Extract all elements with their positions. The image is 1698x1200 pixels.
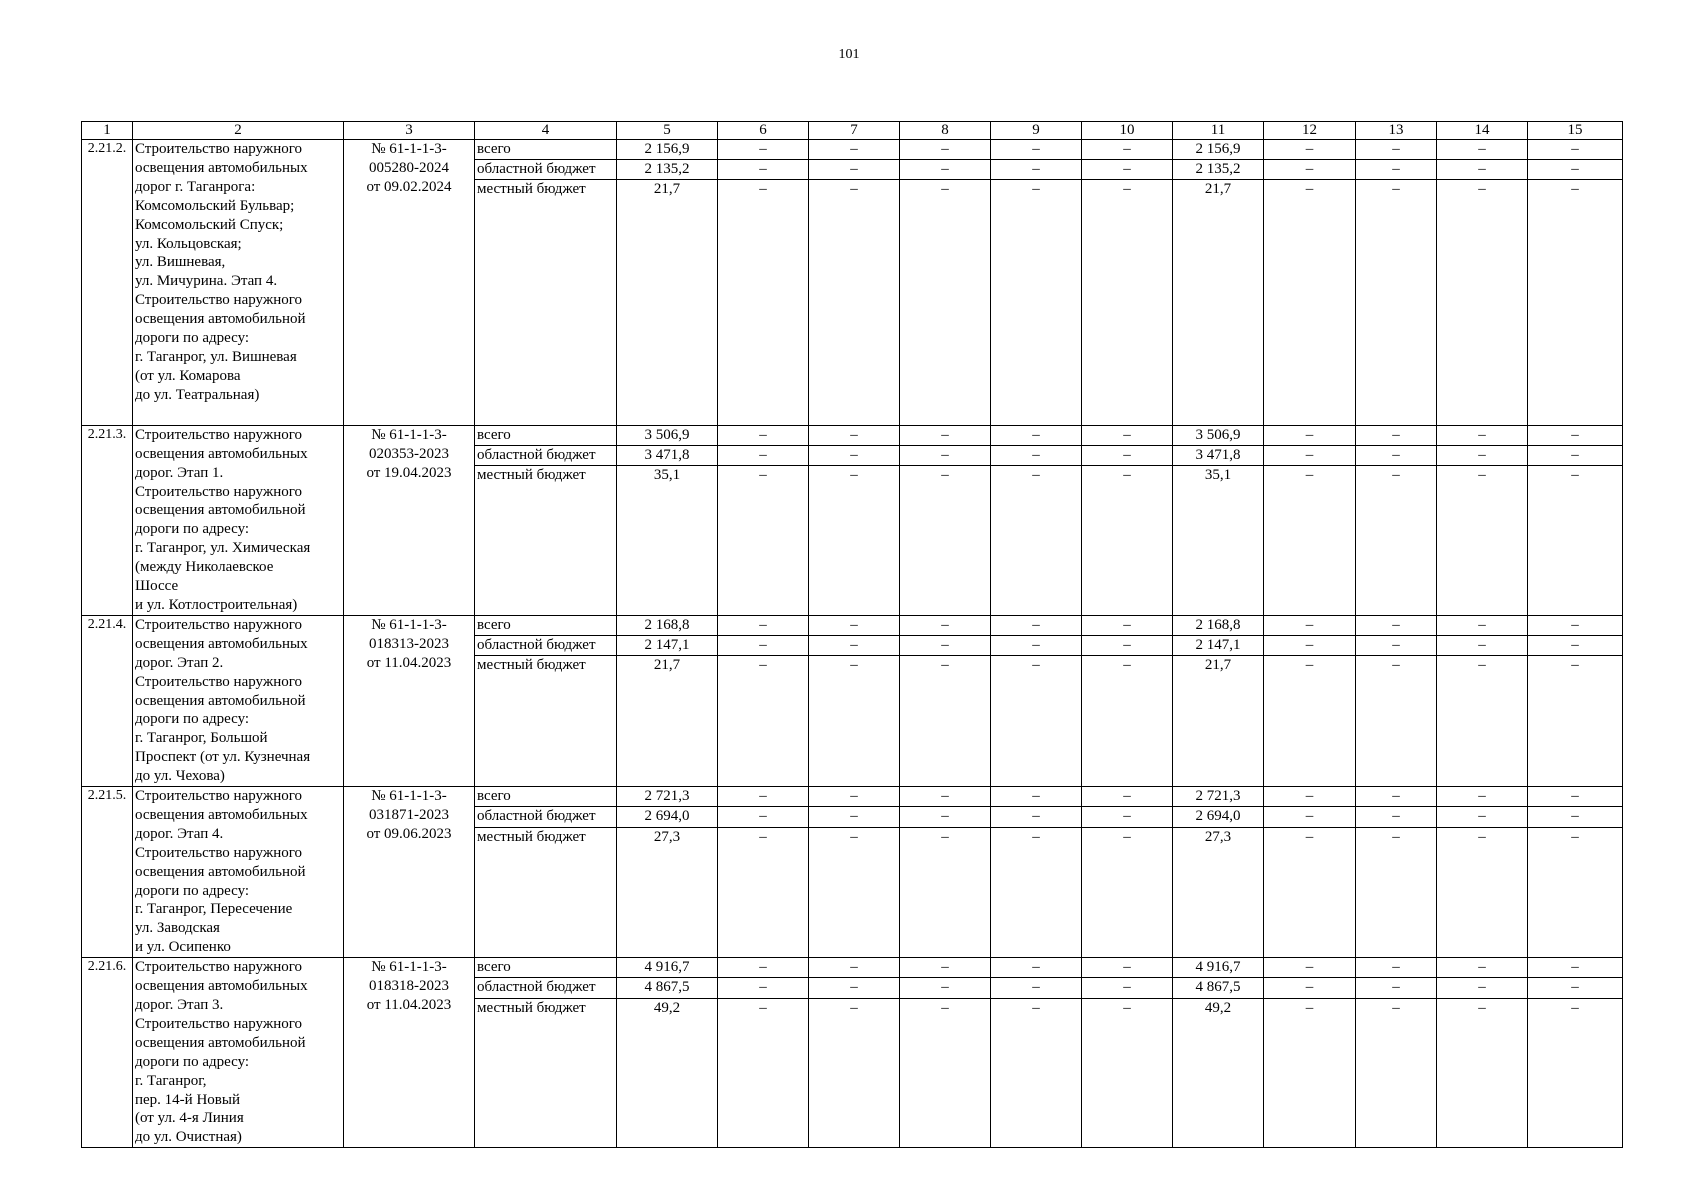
dash-col-8: – xyxy=(900,958,991,978)
table-header xyxy=(82,122,1623,140)
column-number-11: 11 xyxy=(1173,122,1264,140)
dash-col-9: – xyxy=(991,998,1082,1148)
dash-col-12: – xyxy=(1264,827,1356,958)
dash-col-12: – xyxy=(1264,140,1356,160)
dash-col-14: – xyxy=(1437,466,1528,616)
dash-col-6: – xyxy=(718,787,809,807)
dash-col-7: – xyxy=(809,466,900,616)
item-number: 2.21.3. xyxy=(82,425,133,615)
dash-col-12: – xyxy=(1264,615,1356,635)
amount-col-11: 21,7 xyxy=(1173,179,1264,425)
amount-col-11: 2 135,2 xyxy=(1173,159,1264,179)
dash-col-9: – xyxy=(991,827,1082,958)
amount-col-11: 2 721,3 xyxy=(1173,787,1264,807)
dash-col-13: – xyxy=(1356,140,1437,160)
dash-col-8: – xyxy=(900,179,991,425)
amount-col-11: 2 168,8 xyxy=(1173,615,1264,635)
funding-source: местный бюджет xyxy=(475,656,617,787)
dash-col-6: – xyxy=(718,425,809,445)
funding-source: местный бюджет xyxy=(475,466,617,616)
dash-col-9: – xyxy=(991,140,1082,160)
object-name: Строительство наружного освещения автомобильных дорог. Этап 2. Строительство наружного освещения автомобильной дороги по адресу: г. Таганрог, Большой Проспект (от ул. Кузнечная до ул. Чехова) xyxy=(133,615,344,786)
dash-col-7: – xyxy=(809,179,900,425)
column-number-8: 8 xyxy=(900,122,991,140)
dash-col-7: – xyxy=(809,140,900,160)
dash-col-13: – xyxy=(1356,978,1437,998)
dash-col-9: – xyxy=(991,179,1082,425)
dash-col-10: – xyxy=(1082,787,1173,807)
item-number: 2.21.6. xyxy=(82,958,133,1148)
item-number: 2.21.2. xyxy=(82,140,133,426)
dash-col-14: – xyxy=(1437,787,1528,807)
column-number-5: 5 xyxy=(617,122,718,140)
amount-col-5: 2 135,2 xyxy=(617,159,718,179)
dash-col-8: – xyxy=(900,615,991,635)
amount-col-5: 4 867,5 xyxy=(617,978,718,998)
dash-col-13: – xyxy=(1356,656,1437,787)
dash-col-7: – xyxy=(809,958,900,978)
funding-source: местный бюджет xyxy=(475,179,617,425)
dash-col-12: – xyxy=(1264,446,1356,466)
dash-col-8: – xyxy=(900,140,991,160)
amount-col-5: 4 916,7 xyxy=(617,958,718,978)
amount-col-11: 35,1 xyxy=(1173,466,1264,616)
dash-col-13: – xyxy=(1356,159,1437,179)
dash-col-10: – xyxy=(1082,425,1173,445)
amount-col-5: 2 147,1 xyxy=(617,636,718,656)
dash-col-12: – xyxy=(1264,998,1356,1148)
dash-col-6: – xyxy=(718,140,809,160)
dash-col-13: – xyxy=(1356,466,1437,616)
dash-col-12: – xyxy=(1264,466,1356,616)
column-number-9: 9 xyxy=(991,122,1082,140)
dash-col-12: – xyxy=(1264,958,1356,978)
dash-col-6: – xyxy=(718,656,809,787)
dash-col-10: – xyxy=(1082,466,1173,616)
funding-source: областной бюджет xyxy=(475,807,617,827)
dash-col-12: – xyxy=(1264,159,1356,179)
dash-col-14: – xyxy=(1437,446,1528,466)
dash-col-13: – xyxy=(1356,425,1437,445)
amount-col-11: 3 506,9 xyxy=(1173,425,1264,445)
dash-col-12: – xyxy=(1264,636,1356,656)
table-row xyxy=(82,615,1623,635)
dash-col-7: – xyxy=(809,656,900,787)
amount-col-5: 21,7 xyxy=(617,179,718,425)
dash-col-15: – xyxy=(1528,425,1623,445)
table-row xyxy=(82,787,1623,807)
column-number-15: 15 xyxy=(1528,122,1623,140)
dash-col-6: – xyxy=(718,179,809,425)
amount-col-5: 49,2 xyxy=(617,998,718,1148)
dash-col-9: – xyxy=(991,615,1082,635)
column-number-13: 13 xyxy=(1356,122,1437,140)
object-name: Строительство наружного освещения автомобильных дорог. Этап 4. Строительство наружного освещения автомобильной дороги по адресу: г. Таганрог, Пересечение ул. Заводская и ул. Осипенко xyxy=(133,787,344,958)
dash-col-6: – xyxy=(718,446,809,466)
dash-col-6: – xyxy=(718,827,809,958)
dash-col-8: – xyxy=(900,636,991,656)
dash-col-15: – xyxy=(1528,807,1623,827)
funding-table xyxy=(81,121,1623,1148)
dash-col-8: – xyxy=(900,978,991,998)
dash-col-10: – xyxy=(1082,807,1173,827)
dash-col-6: – xyxy=(718,807,809,827)
dash-col-10: – xyxy=(1082,978,1173,998)
dash-col-15: – xyxy=(1528,179,1623,425)
expertise-reference: № 61-1-1-3- 018313-2023 от 11.04.2023 xyxy=(344,615,475,786)
amount-col-5: 35,1 xyxy=(617,466,718,616)
column-number-1: 1 xyxy=(82,122,133,140)
dash-col-14: – xyxy=(1437,978,1528,998)
object-name: Строительство наружного освещения автомобильных дорог. Этап 3. Строительство наружного освещения автомобильной дороги по адресу: г. Таганрог, пер. 14-й Новый (от ул. 4-я Линия до ул. Очистная) xyxy=(133,958,344,1148)
dash-col-15: – xyxy=(1528,998,1623,1148)
dash-col-14: – xyxy=(1437,425,1528,445)
amount-col-11: 4 916,7 xyxy=(1173,958,1264,978)
dash-col-15: – xyxy=(1528,978,1623,998)
table-body xyxy=(82,140,1623,1148)
dash-col-13: – xyxy=(1356,179,1437,425)
dash-col-6: – xyxy=(718,978,809,998)
dash-col-12: – xyxy=(1264,179,1356,425)
amount-col-11: 3 471,8 xyxy=(1173,446,1264,466)
dash-col-13: – xyxy=(1356,615,1437,635)
amount-col-5: 2 694,0 xyxy=(617,807,718,827)
dash-col-13: – xyxy=(1356,636,1437,656)
dash-col-14: – xyxy=(1437,140,1528,160)
funding-source: областной бюджет xyxy=(475,159,617,179)
dash-col-15: – xyxy=(1528,466,1623,616)
dash-col-9: – xyxy=(991,958,1082,978)
funding-source: областной бюджет xyxy=(475,446,617,466)
amount-col-5: 3 506,9 xyxy=(617,425,718,445)
dash-col-7: – xyxy=(809,159,900,179)
dash-col-15: – xyxy=(1528,159,1623,179)
dash-col-14: – xyxy=(1437,179,1528,425)
dash-col-14: – xyxy=(1437,807,1528,827)
dash-col-14: – xyxy=(1437,827,1528,958)
column-number-6: 6 xyxy=(718,122,809,140)
dash-col-13: – xyxy=(1356,807,1437,827)
amount-col-11: 27,3 xyxy=(1173,827,1264,958)
dash-col-6: – xyxy=(718,159,809,179)
dash-col-9: – xyxy=(991,656,1082,787)
expertise-reference: № 61-1-1-3- 018318-2023 от 11.04.2023 xyxy=(344,958,475,1148)
dash-col-8: – xyxy=(900,787,991,807)
funding-source: всего xyxy=(475,787,617,807)
column-number-14: 14 xyxy=(1437,122,1528,140)
dash-col-10: – xyxy=(1082,656,1173,787)
dash-col-12: – xyxy=(1264,807,1356,827)
dash-col-9: – xyxy=(991,446,1082,466)
dash-col-10: – xyxy=(1082,446,1173,466)
dash-col-15: – xyxy=(1528,636,1623,656)
dash-col-6: – xyxy=(718,998,809,1148)
amount-col-5: 2 156,9 xyxy=(617,140,718,160)
dash-col-15: – xyxy=(1528,827,1623,958)
funding-source: всего xyxy=(475,140,617,160)
dash-col-7: – xyxy=(809,787,900,807)
column-number-10: 10 xyxy=(1082,122,1173,140)
amount-col-11: 2 147,1 xyxy=(1173,636,1264,656)
dash-col-9: – xyxy=(991,159,1082,179)
item-number: 2.21.5. xyxy=(82,787,133,958)
dash-col-14: – xyxy=(1437,958,1528,978)
funding-source: всего xyxy=(475,425,617,445)
dash-col-7: – xyxy=(809,636,900,656)
dash-col-6: – xyxy=(718,466,809,616)
expertise-reference: № 61-1-1-3- 005280-2024 от 09.02.2024 xyxy=(344,140,475,426)
funding-source: местный бюджет xyxy=(475,998,617,1148)
dash-col-7: – xyxy=(809,446,900,466)
table-row xyxy=(82,958,1623,978)
amount-col-11: 49,2 xyxy=(1173,998,1264,1148)
funding-source: всего xyxy=(475,958,617,978)
dash-col-14: – xyxy=(1437,615,1528,635)
dash-col-9: – xyxy=(991,807,1082,827)
dash-col-14: – xyxy=(1437,159,1528,179)
column-number-4: 4 xyxy=(475,122,617,140)
item-number: 2.21.4. xyxy=(82,615,133,786)
dash-col-10: – xyxy=(1082,958,1173,978)
dash-col-7: – xyxy=(809,978,900,998)
dash-col-8: – xyxy=(900,656,991,787)
dash-col-10: – xyxy=(1082,615,1173,635)
amount-col-5: 21,7 xyxy=(617,656,718,787)
dash-col-8: – xyxy=(900,807,991,827)
dash-col-15: – xyxy=(1528,140,1623,160)
funding-source: всего xyxy=(475,615,617,635)
dash-col-8: – xyxy=(900,159,991,179)
dash-col-9: – xyxy=(991,978,1082,998)
dash-col-13: – xyxy=(1356,787,1437,807)
amount-col-11: 21,7 xyxy=(1173,656,1264,787)
dash-col-12: – xyxy=(1264,787,1356,807)
dash-col-6: – xyxy=(718,615,809,635)
dash-col-14: – xyxy=(1437,998,1528,1148)
funding-source: областной бюджет xyxy=(475,636,617,656)
column-number-row xyxy=(82,122,1623,140)
dash-col-13: – xyxy=(1356,998,1437,1148)
dash-col-9: – xyxy=(991,466,1082,616)
amount-col-5: 2 168,8 xyxy=(617,615,718,635)
dash-col-6: – xyxy=(718,958,809,978)
dash-col-7: – xyxy=(809,998,900,1148)
dash-col-9: – xyxy=(991,425,1082,445)
object-name: Строительство наружного освещения автомобильных дорог. Этап 1. Строительство наружного освещения автомобильной дороги по адресу: г. Таганрог, ул. Химическая (между Николаевское Шоссе и ул. Котлостроительная) xyxy=(133,425,344,615)
expertise-reference: № 61-1-1-3- 020353-2023 от 19.04.2023 xyxy=(344,425,475,615)
dash-col-6: – xyxy=(718,636,809,656)
table-row xyxy=(82,425,1623,445)
expertise-reference: № 61-1-1-3- 031871-2023 от 09.06.2023 xyxy=(344,787,475,958)
dash-col-12: – xyxy=(1264,425,1356,445)
amount-col-5: 3 471,8 xyxy=(617,446,718,466)
dash-col-14: – xyxy=(1437,656,1528,787)
table-row xyxy=(82,140,1623,160)
dash-col-8: – xyxy=(900,466,991,616)
dash-col-15: – xyxy=(1528,615,1623,635)
amount-col-11: 2 694,0 xyxy=(1173,807,1264,827)
dash-col-8: – xyxy=(900,425,991,445)
dash-col-10: – xyxy=(1082,636,1173,656)
dash-col-9: – xyxy=(991,636,1082,656)
dash-col-7: – xyxy=(809,425,900,445)
dash-col-13: – xyxy=(1356,958,1437,978)
amount-col-11: 2 156,9 xyxy=(1173,140,1264,160)
amount-col-5: 27,3 xyxy=(617,827,718,958)
funding-source: областной бюджет xyxy=(475,978,617,998)
dash-col-15: – xyxy=(1528,656,1623,787)
funding-source: местный бюджет xyxy=(475,827,617,958)
dash-col-8: – xyxy=(900,998,991,1148)
column-number-2: 2 xyxy=(133,122,344,140)
dash-col-7: – xyxy=(809,827,900,958)
page-number: 101 xyxy=(838,47,860,62)
object-name: Строительство наружного освещения автомобильных дорог г. Таганрога: Комсомольский Бульвар; Комсомольский Спуск; ул. Кольцовская; ул. Вишневая, ул. Мичурина. Этап 4. Строительство наружного освещения автомобильной дороги по адресу: г. Таганрог, ул. Вишневая (от ул. Комарова до ул. Театральная) xyxy=(133,140,344,426)
dash-col-7: – xyxy=(809,615,900,635)
amount-col-5: 2 721,3 xyxy=(617,787,718,807)
dash-col-15: – xyxy=(1528,446,1623,466)
column-number-7: 7 xyxy=(809,122,900,140)
dash-col-12: – xyxy=(1264,656,1356,787)
column-number-12: 12 xyxy=(1264,122,1356,140)
dash-col-9: – xyxy=(991,787,1082,807)
dash-col-10: – xyxy=(1082,140,1173,160)
dash-col-14: – xyxy=(1437,636,1528,656)
amount-col-11: 4 867,5 xyxy=(1173,978,1264,998)
column-number-3: 3 xyxy=(344,122,475,140)
dash-col-15: – xyxy=(1528,958,1623,978)
dash-col-10: – xyxy=(1082,998,1173,1148)
dash-col-15: – xyxy=(1528,787,1623,807)
dash-col-12: – xyxy=(1264,978,1356,998)
dash-col-8: – xyxy=(900,446,991,466)
dash-col-7: – xyxy=(809,807,900,827)
dash-col-13: – xyxy=(1356,827,1437,958)
dash-col-10: – xyxy=(1082,827,1173,958)
dash-col-10: – xyxy=(1082,179,1173,425)
dash-col-10: – xyxy=(1082,159,1173,179)
dash-col-8: – xyxy=(900,827,991,958)
dash-col-13: – xyxy=(1356,446,1437,466)
